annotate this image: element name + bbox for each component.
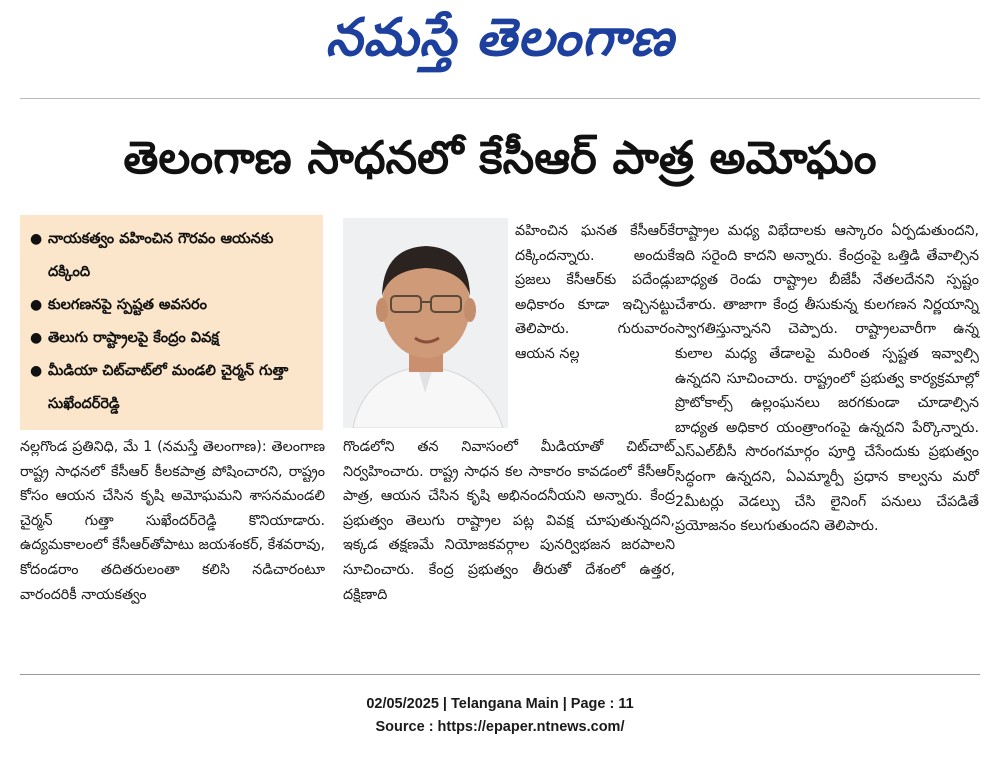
article-column-2-bottom (343, 435, 675, 607)
highlight-item (30, 322, 315, 355)
article-column-3 (675, 219, 979, 539)
article-column-1 (20, 435, 325, 607)
portrait-illustration (343, 218, 508, 428)
footer-source: Source : https://epaper.ntnews.com/ (375, 719, 625, 735)
masthead-divider (20, 98, 980, 99)
bullet-icon: ● (30, 297, 43, 313)
footer-divider (20, 674, 980, 675)
highlight-text: తెలుగు రాష్ట్రాలపై కేంద్రం వివక్ష (48, 330, 219, 346)
article-text: రాష్ట్రాల మధ్య విభేదాలకు ఆస్కారం ఏర్పడుతుందని, ఇది సరైంది కాదని అన్నారు. కేంద్రంపై ఒత్తిడి తేవాల్సిన బాధ్యత రెండు రాష్ట్రాల బీజేపీ నేతలదేనని స్పష్టం చేశారు. తాజాగా కేంద్ర తీసుకున్న కులగణన నిర్ణయాన్ని స్వాగతిస్తున్నానని చెప్పారు. రాష్ట్రాలవారీగా ఉన్న కులాల మధ్య తేడాలపై మరింత స్పష్టత ఇవ్వాల్సి ఉన్నదని సూచించారు. రాష్ట్రంలో ప్రభుత్వ కార్యక్రమాల్లో ప్రొటోకాల్స్ ఉల్లంఘనలు జరగకుండా చూడాల్సిన బాధ్యత అధికార యంత్రాంగంపై ఉన్నదని పేర్కొన్నారు. ఎస్‌ఎల్‌బీసీ సొరంగమార్గం పూర్తి చేసేందుకు ప్రభుత్వం సిద్ధంగా ఉన్నదని, ఏఎమ్మార్పీ ప్రధాన కాల్వను మరో 2మీటర్లు వెడల్పు చేసి లైనింగ్ పనులు చేపడితే ప్రయోజనం కలుగుతుందని తెలిపారు. (675, 223, 979, 535)
bullet-icon: ● (30, 231, 43, 247)
highlights-box (20, 215, 323, 430)
highlight-text: మీడియా చిట్‌చాట్‌లో మండలి చైర్మన్ గుత్తా సుఖేందర్‌రెడ్డి (48, 363, 289, 412)
article-text: వహించిన ఘనత కేసీఆర్‌కే దక్కిందన్నారు. అందుకే ప్రజలు కేసీఆర్‌కు పదేండ్లు అధికారం కూడా ఇచ్చినట్టు తెలిపారు. గురువారం ఆయన నల్ల (515, 223, 675, 362)
highlight-item (30, 289, 315, 322)
bullet-icon: ● (30, 363, 43, 379)
newspaper-masthead: నమస్తే తెలంగాణ (325, 8, 675, 68)
bullet-icon: ● (30, 330, 43, 346)
highlight-text: నాయకత్వం వహించిన గౌరవం ఆయనకు దక్కింది (48, 231, 274, 280)
highlight-item (30, 223, 315, 289)
article-text: నల్లగొండ ప్రతినిధి, మే 1 (నమస్తే తెలంగాణ): తెలంగాణ రాష్ట్ర సాధనలో కేసీఆర్ కీలకపాత్ర పోషించారని, రాష్ట్రం కోసం ఆయన చేసిన కృషి అమోఘమని శాసనమండలి చైర్మన్ గుత్తా సుఖేందర్‌రెడ్డి కొనియాడారు. ఉద్యమకాలంలో కేసీఆర్‌తోపాటు జయశంకర్, కేశవరావు, కోదండరాం తదితరులంతా కలిసి నడిచారంటూ వారందరికీ నాయకత్వం (20, 439, 325, 603)
highlight-text: కులగణనపై స్పష్టత అవసరం (48, 297, 207, 313)
highlight-item (30, 355, 315, 421)
article-headline: తెలంగాణ సాధనలో కేసీఆర్ పాత్ర అమోఘం (123, 131, 877, 184)
article-text: గొండలోని తన నివాసంలో మీడియాతో చిట్‌చాట్ నిర్వహించారు. రాష్ట్ర సాధన కల సాకారం కావడంలో కేసీఆర్ పాత్ర, ఆయన చేసిన కృషి అభినందనీయని అన్నారు. కేంద్ర ప్రభుత్వం తెలుగు రాష్ట్రాల పట్ల వివక్ష చూపుతున్నదని, ఇక్కడ తక్షణమే నియోజకవర్గాల పునర్విభజన జరపాలని సూచించారు. కేంద్ర ప్రభుత్వం తీరుతో దేశంలో ఉత్తర, దక్షిణాది (343, 439, 675, 603)
footer-edition-info: 02/05/2025 | Telangana Main | Page : 11 (366, 696, 634, 712)
article-column-2-top (515, 219, 675, 367)
speaker-photo (343, 218, 508, 428)
